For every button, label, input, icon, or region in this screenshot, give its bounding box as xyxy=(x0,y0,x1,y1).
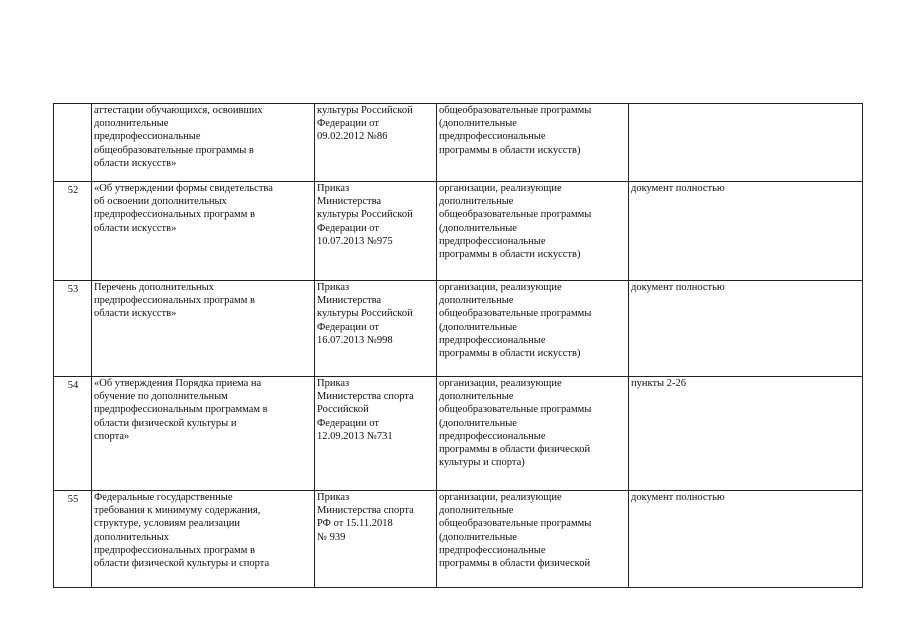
scope-cell: организации, реализующие дополнительные общеобразовательные программы (дополнительные предпрофессиональные программы в области физической xyxy=(437,491,629,588)
scope-cell: организации, реализующие дополнительные общеобразовательные программы (дополнительные предпрофессиональные программы в области искусств) xyxy=(437,182,629,281)
document-title-cell: «Об утверждении формы свидетельства об освоении дополнительных предпрофессиональных программ в области искусств» xyxy=(92,182,315,281)
table-row xyxy=(54,377,863,491)
table-row xyxy=(54,281,863,377)
applicable-part-cell xyxy=(629,104,863,182)
row-number-cell: 53 xyxy=(54,281,92,377)
legal-act-cell: Приказ Министерства спорта Российской Федерации от 12.09.2013 №731 xyxy=(315,377,437,491)
legal-act-cell: Приказ Министерства культуры Российской Федерации от 16.07.2013 №998 xyxy=(315,281,437,377)
table-row xyxy=(54,491,863,588)
applicable-part-cell: документ полностью xyxy=(629,491,863,588)
applicable-part-cell: документ полностью xyxy=(629,281,863,377)
row-number-cell: 55 xyxy=(54,491,92,588)
document-title-cell: аттестации обучающихся, освоивших дополнительные предпрофессиональные общеобразовательные программы в области искусств» xyxy=(92,104,315,182)
scope-cell: организации, реализующие дополнительные общеобразовательные программы (дополнительные предпрофессиональные программы в области физической культуры и спорта) xyxy=(437,377,629,491)
applicable-part-cell: документ полностью xyxy=(629,182,863,281)
document-title-cell: Перечень дополнительных предпрофессиональных программ в области искусств» xyxy=(92,281,315,377)
regulations-table xyxy=(53,103,863,588)
row-number-cell: 52 xyxy=(54,182,92,281)
row-number-cell: 54 xyxy=(54,377,92,491)
row-number-cell xyxy=(54,104,92,182)
table-row xyxy=(54,182,863,281)
document-title-cell: Федеральные государственные требования к минимуму содержания, структуре, условиям реализации дополнительных предпрофессиональных программ в области физической культуры и спорта xyxy=(92,491,315,588)
table-row xyxy=(54,104,863,182)
document-title-cell: «Об утверждения Порядка приема на обучение по дополнительным предпрофессиональным программам в области физической культуры и спорта» xyxy=(92,377,315,491)
legal-act-cell: культуры Российской Федерации от 09.02.2012 №86 xyxy=(315,104,437,182)
applicable-part-cell: пункты 2-26 xyxy=(629,377,863,491)
scope-cell: общеобразовательные программы (дополнительные предпрофессиональные программы в области искусств) xyxy=(437,104,629,182)
legal-act-cell: Приказ Министерства спорта РФ от 15.11.2018 № 939 xyxy=(315,491,437,588)
legal-act-cell: Приказ Министерства культуры Российской Федерации от 10.07.2013 №975 xyxy=(315,182,437,281)
scope-cell: организации, реализующие дополнительные общеобразовательные программы (дополнительные предпрофессиональные программы в области искусств) xyxy=(437,281,629,377)
